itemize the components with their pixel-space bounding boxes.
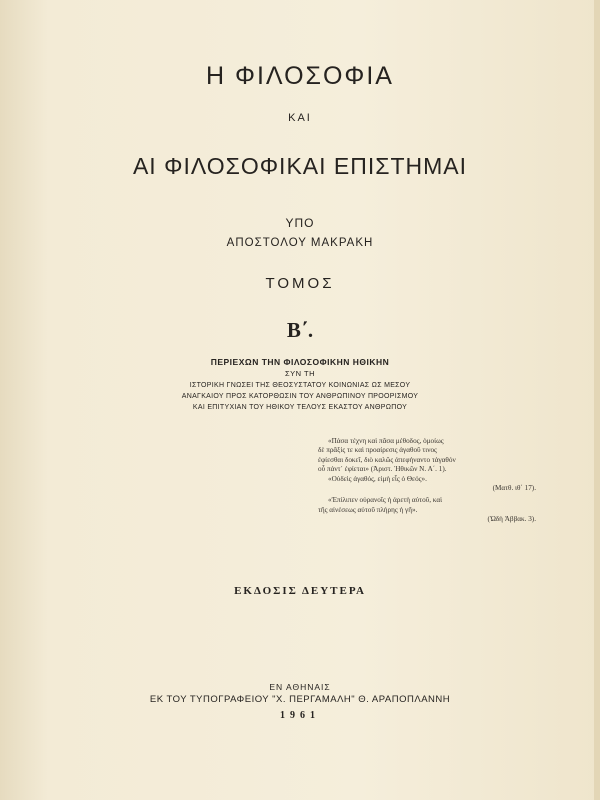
epigraph-line: «Ἐπίλιπεν οὐρανοῖς ἡ ἀρετὴ αὐτοῦ, καὶ <box>328 496 443 505</box>
book-title-conjunction: ΚΑΙ <box>288 112 312 124</box>
author-preposition: ΥΠΟ <box>285 216 315 230</box>
imprint-place: ΕΝ ΑΘΗΝΑΙΣ <box>269 682 331 692</box>
contents-with: ΣΥΝ ΤΗ <box>284 369 315 378</box>
edition-statement: ΕΚΔΟΣΙΣ ΔΕΥΤΕΡΑ <box>234 585 366 597</box>
book-title-line1: Η ΦΙΛΟΣΟΦΙΑ <box>206 62 394 90</box>
epigraph-line: «Πάσα τέχνη καὶ πᾶσα μέθοδος, ὁμοίως <box>328 437 444 445</box>
epigraph-line: δὲ πρᾶξίς τε καὶ προαίρεσις ἀγαθοῦ τινος <box>318 446 437 455</box>
epigraph-line: ἐφίεσθαι δοκεῖ, διὸ καλῶς ἀπεφήναντο τἀγαθόν <box>318 455 456 464</box>
epigraph-line: τῆς αἰνέσεως αὐτοῦ πλήρης ἡ γῆ». <box>318 505 418 514</box>
epigraph-line: οὗ πάντ᾽ ἐφίεται» (Ἀριστ. Ἠθικῶν Ν. Α΄. 1). <box>318 465 447 474</box>
epigraph-citation: (Ὠδὴ Ἀββακ. 3). <box>487 515 536 524</box>
book-title-line2: ΑΙ ΦΙΛΟΣΟΦΙΚΑΙ ΕΠΙΣΤΗΜΑΙ <box>132 153 468 179</box>
imprint-year: 1961 <box>280 710 320 721</box>
volume-number: Β΄. <box>286 318 314 342</box>
epigraph <box>318 437 536 525</box>
page-edge <box>594 0 600 800</box>
contents-description-line: ΙΣΤΟΡΙΚΗ ΓΝΩΣΕΙ ΤΗΣ ΘΕΟΣΥΣΤΑΤΟΥ ΚΟΙΝΩΝΙΑΣ ΩΣ ΜΕΣΟΥ <box>189 382 411 389</box>
contents-heading: ΠΕΡΙΕΧΩΝ ΤΗΝ ΦΙΛΟΣΟΦΙΚΗΝ ΗΘΙΚΗΝ <box>210 357 390 367</box>
volume-label: ΤΟΜΟΣ <box>265 275 335 292</box>
author-name: ΑΠΟΣΤΟΛΟΥ ΜΑΚΡΑΚΗ <box>226 237 374 249</box>
epigraph-line: «Οὐδεὶς ἀγαθός, εἰμὴ εἷς ὁ Θεός». <box>328 474 427 483</box>
contents-description-line: ΑΝΑΓΚΑΙΟΥ ΠΡΟΣ ΚΑΤΟΡΘΩΣΙΝ ΤΟΥ ΑΝΘΡΩΠΙΝΟΥ ΠΡΟΟΡΙΣΜΟΥ <box>181 393 419 400</box>
contents-description-line: ΚΑΙ ΕΠΙΤΥΧΙΑΝ ΤΟΥ ΗΘΙΚΟΥ ΤΕΛΟΥΣ ΕΚΑΣΤΟΥ ΑΝΘΡΩΠΟΥ <box>192 404 408 411</box>
epigraph-citation: (Ματθ. ιθ΄ 17). <box>492 484 536 493</box>
imprint-printer: ΕΚ ΤΟΥ ΤΥΠΟΓΡΑΦΕΙΟΥ "Χ. ΠΕΡΓΑΜΑΛΗ" Θ. ΑΡΑΠΟΠΛΑΝΝΗ <box>149 694 451 705</box>
